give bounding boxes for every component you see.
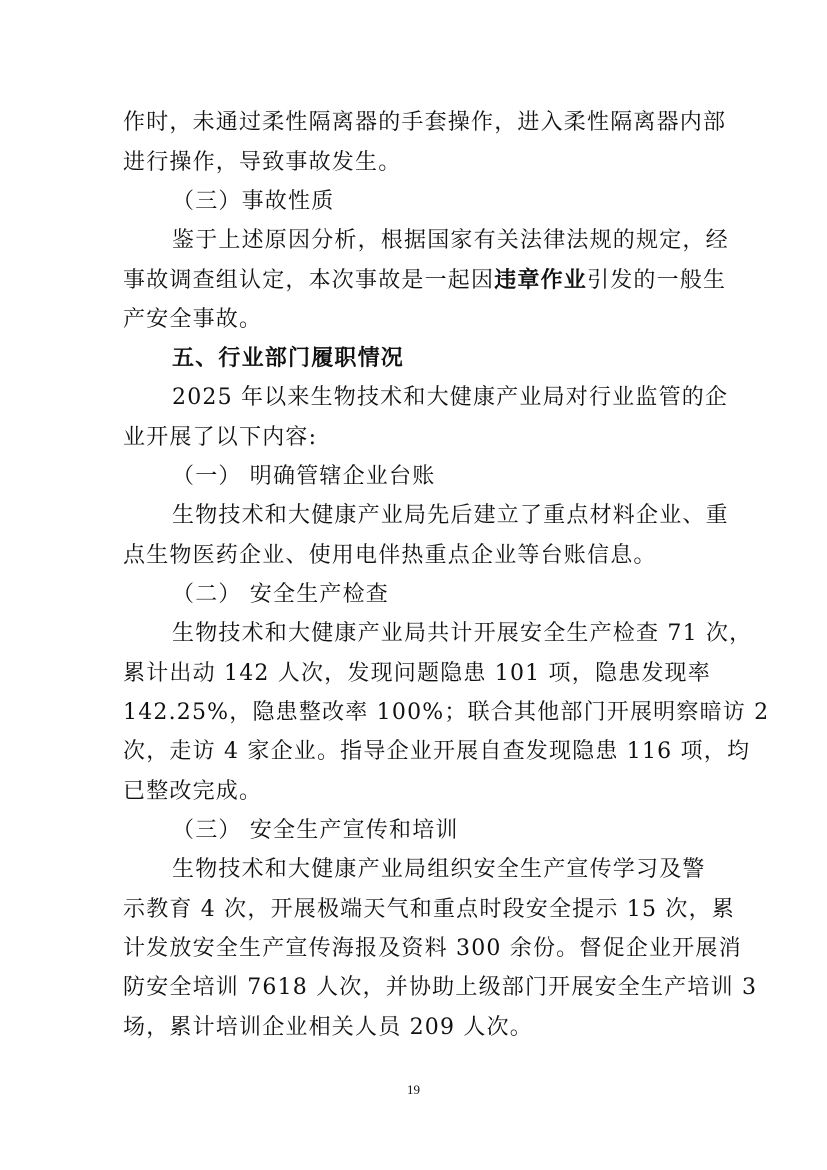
- paragraph-line: 防安全培训 7618 人次，并协助上级部门开展安全生产培训 3: [123, 975, 758, 1000]
- paragraph-line: 点生物医药企业、使用电伴热重点企业等台账信息。: [123, 543, 657, 568]
- paragraph-line: 生物技术和大健康产业局组织安全生产宣传学习及警: [172, 857, 706, 882]
- page-number: 19: [407, 1082, 420, 1097]
- paragraph-line: 场，累计培训企业相关人员 209 人次。: [123, 1015, 533, 1040]
- paragraph-line: 生物技术和大健康产业局共计开展安全生产检查 71 次，: [172, 621, 753, 646]
- paragraph-line: [123, 266, 727, 296]
- paragraph-line: 业开展了以下内容:: [123, 425, 318, 450]
- text-segment: 事故调查组认定，本次事故是一起因: [123, 268, 495, 293]
- section-heading: （一） 明确管辖企业台账: [172, 464, 436, 489]
- section-heading: （三）事故性质: [172, 189, 335, 214]
- paragraph-line: 生物技术和大健康产业局先后建立了重点材料企业、重: [172, 503, 729, 528]
- paragraph-line: 产安全事故。: [123, 307, 263, 332]
- paragraph-line: 累计出动 142 人次，发现问题隐患 101 项，隐患发现率: [123, 661, 711, 686]
- paragraph-line: 次，走访 4 家企业。指导企业开展自查发现隐患 116 项，均: [123, 739, 751, 764]
- paragraph-line: 示教育 4 次，开展极端天气和重点时段安全提示 15 次，累: [123, 897, 735, 922]
- paragraph-line: 进行操作，导致事故发生。: [123, 150, 402, 175]
- chapter-heading: 五、行业部门履职情况: [172, 346, 405, 371]
- section-heading: （三） 安全生产宣传和培训: [172, 818, 459, 843]
- emphasis-text: 违章作业: [494, 268, 588, 293]
- paragraph-line: 计发放安全生产宣传海报及资料 300 余份。督促企业开展消: [123, 936, 742, 961]
- paragraph-line: 已整改完成。: [123, 779, 263, 804]
- paragraph-line: 鉴于上述原因分析，根据国家有关法律法规的规定，经: [172, 228, 729, 253]
- paragraph-line: 2025 年以来生物技术和大健康产业局对行业监管的企: [172, 385, 729, 410]
- paragraph-line: 142.25%，隐患整改率 100%；联合其他部门开展明察暗访 2: [123, 700, 770, 725]
- paragraph-line: 作时，未通过柔性隔离器的手套操作，进入柔性隔离器内部: [123, 110, 727, 135]
- section-heading: （二） 安全生产检查: [172, 582, 389, 607]
- text-segment: 引发的一般生: [587, 268, 727, 293]
